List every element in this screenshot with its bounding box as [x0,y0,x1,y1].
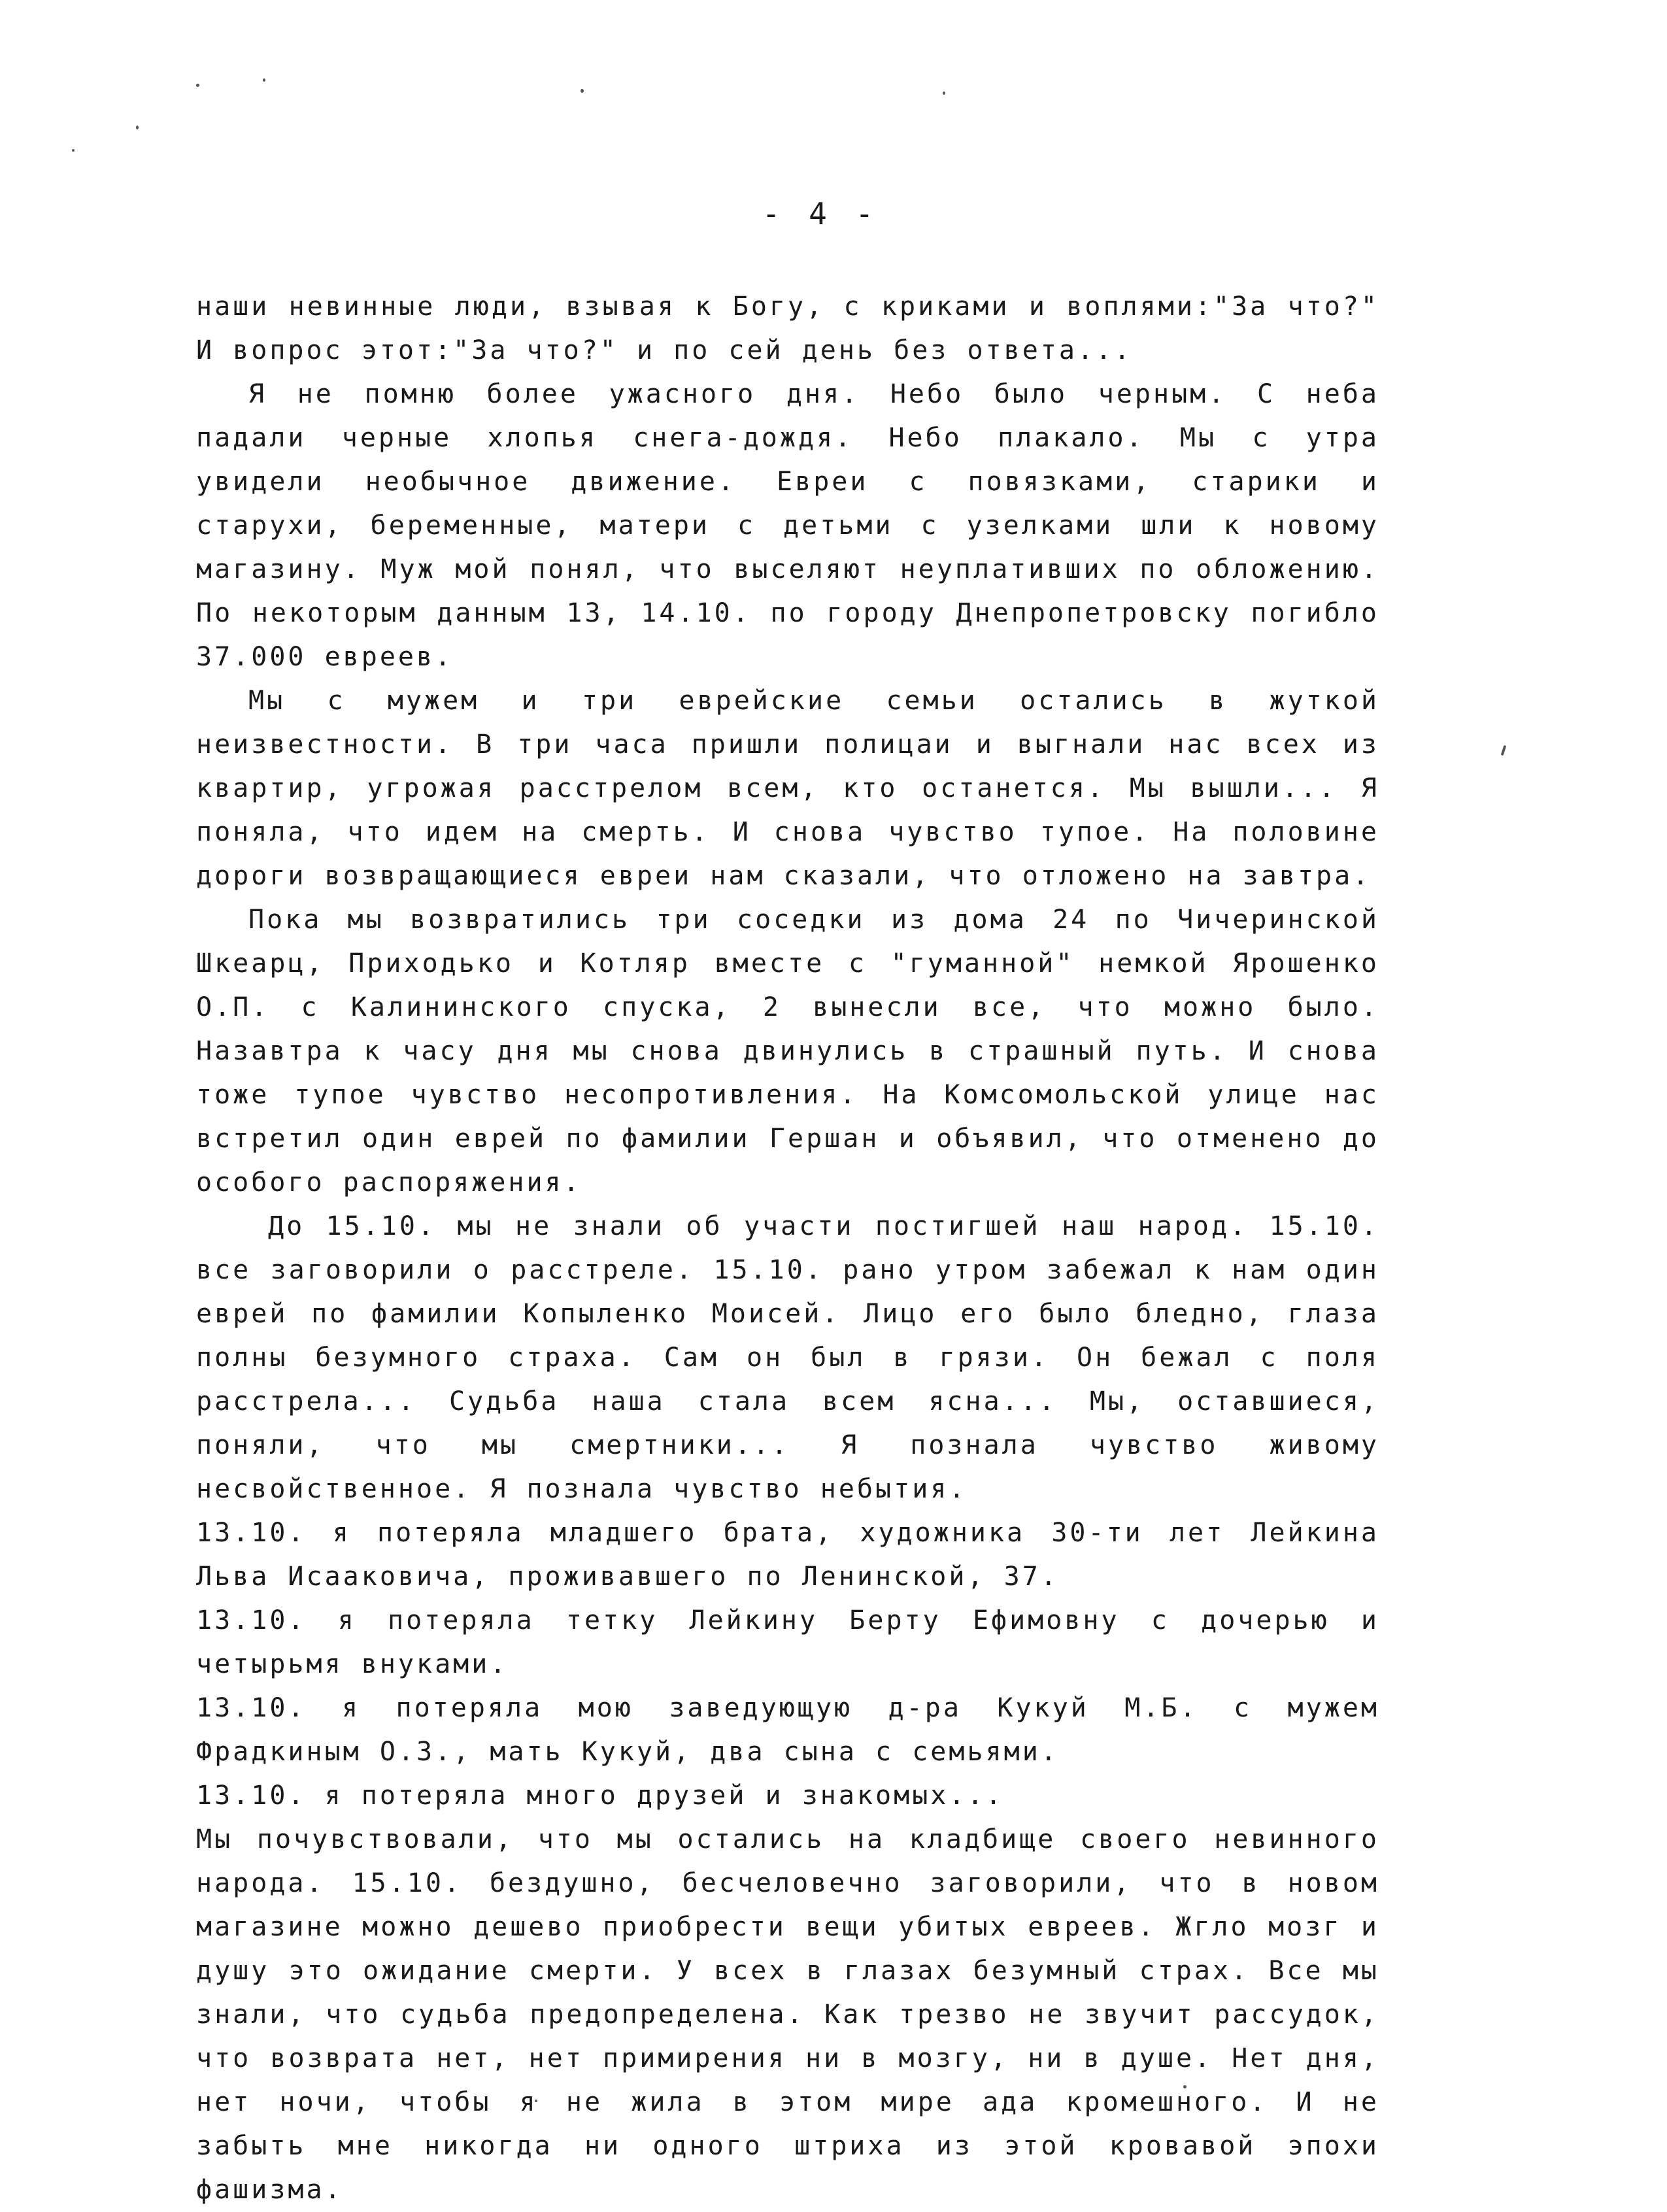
paragraph: 13.10. я потеряла мою заведующую д-ра Кукуй М.Б. с мужем Фрадкиным О.З., мать Кукуй, два сына с семьями. [196,1693,1379,1767]
paragraph: наши невинные люди, взывая к Богу, с криками и воплями:"За что?" И вопрос этот:"За что?" и по сей день без ответа... [196,292,1379,365]
scan-speck [72,149,75,152]
paragraph: До 15.10. мы не знали об участи постигшей наш народ. 15.10. все заговорили о расстреле. 15.10. рано утром забежал к нам один еврей по фамилии Копыленко Моисей. Лицо его было бледно, глаза полны безумного страха. Сам он был в грязи. Он бежал с поля расстрела... Судьба наша стала всем ясна... Мы, оставшиеся, поняли, что мы смертники... Я познала чувство живому несвойственное. Я познала чувство небытия. [196,1211,1379,1504]
scan-speck [263,78,265,82]
paragraph: Мы почувствовали, что мы остались на кладбище своего невинного народа. 15.10. бездушно, бесчеловечно заговорили, что в новом магазине можно дешево приобрести вещи убитых евреев. Жгло мозг и душу это ожидание смерти. У всех в глазах безумный страх. Все мы знали, что судьба предопределена. Как трезво не звучит рассудок, что возврата нет, нет примирения ни в мозгу, ни в душе. Нет дня, нет ночи, чтобы я не жила в этом мире ада кромешного. И не забыть мне никогда ни одного штриха из этой кровавой эпохи фашизма. [196,1824,1379,2205]
paragraph: 13.10. я потеряла тетку Лейкину Берту Ефимовну с дочерью и четырьмя внуками. [196,1605,1379,1679]
document-body [196,285,1379,2212]
page-number: - 4 - [762,196,879,231]
paragraph: Я не помню более ужасного дня. Небо было черным. С неба падали черные хлопья снега-дождя. Небо плакало. Мы с утра увидели необычное движение. Евреи с повязками, старики и старухи, беременные, матери с детьми с узелками шли к новому магазину. Муж мой понял, что выселяют неуплативших по обложению. По некоторым данным 13, 14.10. по городу Днепропетровску погибло 37.000 евреев. [196,379,1379,672]
scan-speck [581,89,584,93]
scan-speck [196,84,199,87]
paragraph: Мы с мужем и три еврейские семьи остались в жуткой неизвестности. В три часа пришли полицаи и выгнали нас всех из квартир, угрожая расстрелом всем, кто останется. Мы вышли... Я поняла, что идем на смерть. И снова чувство тупое. На половине дороги возвращающиеся евреи нам сказали, что отложено на завтра. [196,686,1379,891]
scan-speck [943,92,945,95]
paragraph: 13.10. я потеряла много друзей и знакомых... [196,1781,1004,1811]
scan-speck [136,126,139,129]
scan-speck [1501,745,1507,756]
paragraph: Пока мы возвратились три соседки из дома 24 по Чичеринской Шкеарц, Приходько и Котляр вместе с "гуманной" немкой Ярошенко О.П. с Калининского спуска, 2 вынесли все, что можно было. Назавтра к часу дня мы снова двинулись в страшный путь. И снова тоже тупое чувство несопротивления. На Комсомольской улице нас встретил один еврей по фамилии Гершан и объявил, что отменено до особого распоряжения. [196,905,1379,1198]
paragraph: 13.10. я потеряла младшего брата, художника 30-ти лет Лейкина Льва Исааковича, проживавшего по Ленинской, 37. [196,1518,1379,1592]
